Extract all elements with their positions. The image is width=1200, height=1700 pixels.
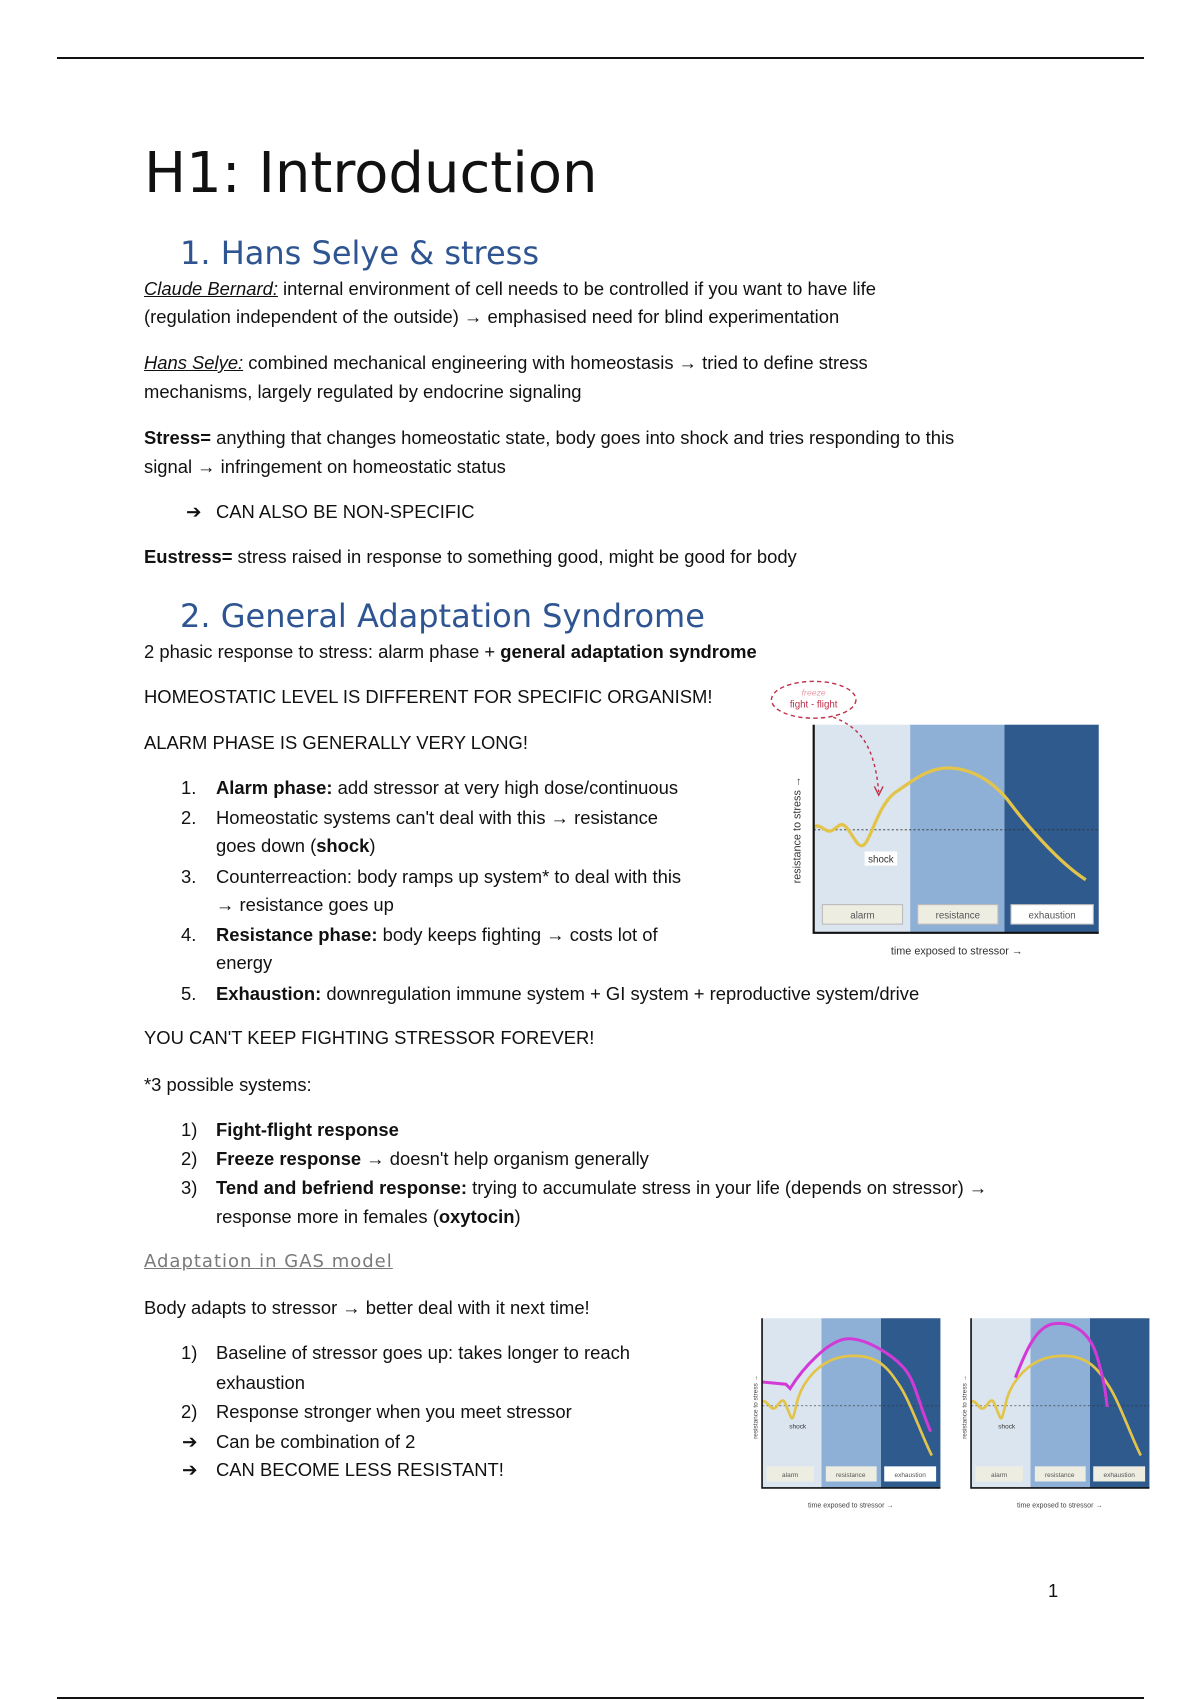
y-axis-label: resistance to stress → [961, 1374, 969, 1439]
y-axis-label: resistance to stress → [752, 1374, 760, 1439]
phase-label-resistance: resistance [835, 1472, 866, 1480]
paragraph-bernard-2: (regulation independent of the outside) → emphasised need for blind experimentation [144, 306, 840, 327]
list-item [216, 924, 658, 946]
arrow-bullet-icon: ➔ [182, 1431, 198, 1452]
x-axis-label: time exposed to stressor → [1017, 1502, 1103, 1510]
list-item [216, 1148, 649, 1170]
list-item-cont [216, 1206, 521, 1228]
band-resistance [1031, 1318, 1090, 1488]
text: combined mechanical engineering with homeostasis → tried to define stress [243, 352, 868, 373]
paragraph-stress [144, 427, 954, 449]
term: Alarm phase: [216, 777, 333, 798]
x-axis-label: time exposed to stressor → [808, 1502, 894, 1510]
text: downregulation immune system + GI system + reproductive system/drive [321, 983, 920, 1004]
term: Freeze response [216, 1148, 362, 1169]
phase-label-resistance: resistance [935, 910, 981, 922]
list-number: 2) [181, 1401, 198, 1422]
phase-label-exhaustion: exhaustion [1028, 910, 1076, 922]
band-exhaustion [881, 1318, 940, 1488]
band-resistance [910, 725, 1004, 933]
footer-rule [57, 1697, 1144, 1699]
term: Fight-flight response [216, 1119, 399, 1140]
adaptation-figure-baseline [752, 1315, 944, 1515]
term: Eustress= [144, 546, 233, 567]
text: 2 phasic response to stress: alarm phase + [144, 641, 501, 662]
y-axis-label: resistance to stress → [791, 776, 804, 884]
arrow-bullet-icon: ➔ [182, 1459, 198, 1480]
term: general adaptation syndrome [500, 641, 757, 662]
list-number: 1) [181, 1342, 198, 1363]
paragraph-eustress [144, 546, 797, 568]
text: stress raised in response to something good, might be good for body [232, 546, 797, 567]
paragraph-selye [144, 352, 868, 374]
shock-label: shock [868, 854, 894, 866]
term: Stress= [144, 427, 211, 448]
list-item: CAN BECOME LESS RESISTANT! [216, 1459, 504, 1480]
shock-label: shock [789, 1423, 807, 1431]
paragraph-forever: YOU CAN'T KEEP FIGHTING STRESSOR FOREVER! [144, 1027, 595, 1048]
text: add stressor at very high dose/continuous [332, 777, 679, 798]
list-item: Homeostatic systems can't deal with this → resistance [216, 807, 658, 828]
subheading-adaptation: Adaptation in GAS model [144, 1251, 393, 1272]
paragraph-stress-2: signal → infringement on homeostatic status [144, 456, 506, 477]
text: ) [369, 835, 376, 856]
header-rule [57, 57, 1144, 59]
band-alarm [971, 1318, 1030, 1488]
band-alarm [814, 725, 910, 933]
phase-label-resistance: resistance [1044, 1472, 1075, 1480]
x-axis-label: time exposed to stressor → [890, 945, 1023, 958]
term: Hans Selye: [144, 352, 244, 373]
text: → doesn't help organism generally [361, 1148, 649, 1169]
band-alarm [762, 1318, 821, 1488]
paragraph-intro [144, 641, 757, 663]
term: shock [316, 835, 370, 856]
paragraph-systems-intro: *3 possible systems: [144, 1074, 312, 1095]
phase-label-alarm: alarm [850, 910, 875, 922]
text: anything that changes homeostatic state, body goes into shock and tries responding to this [210, 427, 955, 448]
paragraph-adapts: Body adapts to stressor → better deal with it next time! [144, 1297, 590, 1318]
section-heading-2: 2. General Adaptation Syndrome [180, 597, 705, 635]
list-item [216, 983, 919, 1005]
text: response more in females ( [216, 1206, 439, 1227]
page-number: 1 [1048, 1580, 1059, 1601]
paragraph-selye-2: mechanisms, largely regulated by endocrine signaling [144, 381, 582, 402]
list-item: Response stronger when you meet stressor [216, 1401, 572, 1422]
fight-flight-label: fight - flight [789, 699, 838, 711]
term: Exhaustion: [216, 983, 322, 1004]
list-item-cont [216, 835, 375, 857]
list-number: 2) [181, 1148, 198, 1169]
term: Claude Bernard: [144, 278, 278, 299]
list-item [216, 1119, 399, 1141]
list-item-cont: energy [216, 952, 273, 973]
paragraph-alarm-long: ALARM PHASE IS GENERALLY VERY LONG! [144, 732, 528, 753]
adaptation-figure-response [961, 1315, 1153, 1515]
paragraph-homeostatic: HOMEOSTATIC LEVEL IS DIFFERENT FOR SPECIFIC ORGANISM! [144, 686, 713, 707]
list-item: Baseline of stressor goes up: takes longer to reach [216, 1342, 631, 1363]
paragraph-bernard [144, 278, 876, 300]
text: goes down ( [216, 835, 317, 856]
arrow-bullet-icon: ➔ [186, 501, 202, 522]
list-number: 4. [181, 924, 197, 945]
list-number: 1) [181, 1119, 198, 1140]
list-number: 3. [181, 866, 197, 887]
list-item-cont: exhaustion [216, 1372, 305, 1393]
text: ) [514, 1206, 521, 1227]
arrow-item: CAN ALSO BE NON-SPECIFIC [216, 501, 475, 522]
list-number: 1. [181, 777, 197, 798]
phase-label-alarm: alarm [782, 1472, 799, 1480]
list-item [216, 777, 678, 799]
band-exhaustion [1004, 725, 1098, 933]
list-number: 3) [181, 1177, 198, 1198]
freeze-label: freeze [801, 687, 826, 698]
phase-label-exhaustion: exhaustion [1103, 1472, 1135, 1480]
phase-label-exhaustion: exhaustion [894, 1472, 926, 1480]
term: Resistance phase: [216, 924, 378, 945]
section-heading-1: 1. Hans Selye & stress [180, 234, 540, 272]
page-title: H1: Introduction [144, 141, 598, 206]
term: oxytocin [438, 1206, 515, 1227]
gas-figure [766, 678, 1102, 960]
phase-label-alarm: alarm [991, 1472, 1008, 1480]
text: body keeps fighting → costs lot of [377, 924, 658, 945]
text: internal environment of cell needs to be controlled if you want to have life [277, 278, 876, 299]
list-item: Can be combination of 2 [216, 1431, 416, 1452]
shock-label: shock [998, 1423, 1016, 1431]
list-number: 2. [181, 807, 197, 828]
term: Tend and befriend response: [216, 1177, 468, 1198]
text: trying to accumulate stress in your life (depends on stressor) → [467, 1177, 988, 1198]
list-item: Counterreaction: body ramps up system* to deal with this [216, 866, 682, 887]
band-exhaustion [1090, 1318, 1149, 1488]
list-number: 5. [181, 983, 197, 1004]
list-item [216, 1177, 987, 1199]
list-item-cont: → resistance goes up [216, 894, 394, 915]
